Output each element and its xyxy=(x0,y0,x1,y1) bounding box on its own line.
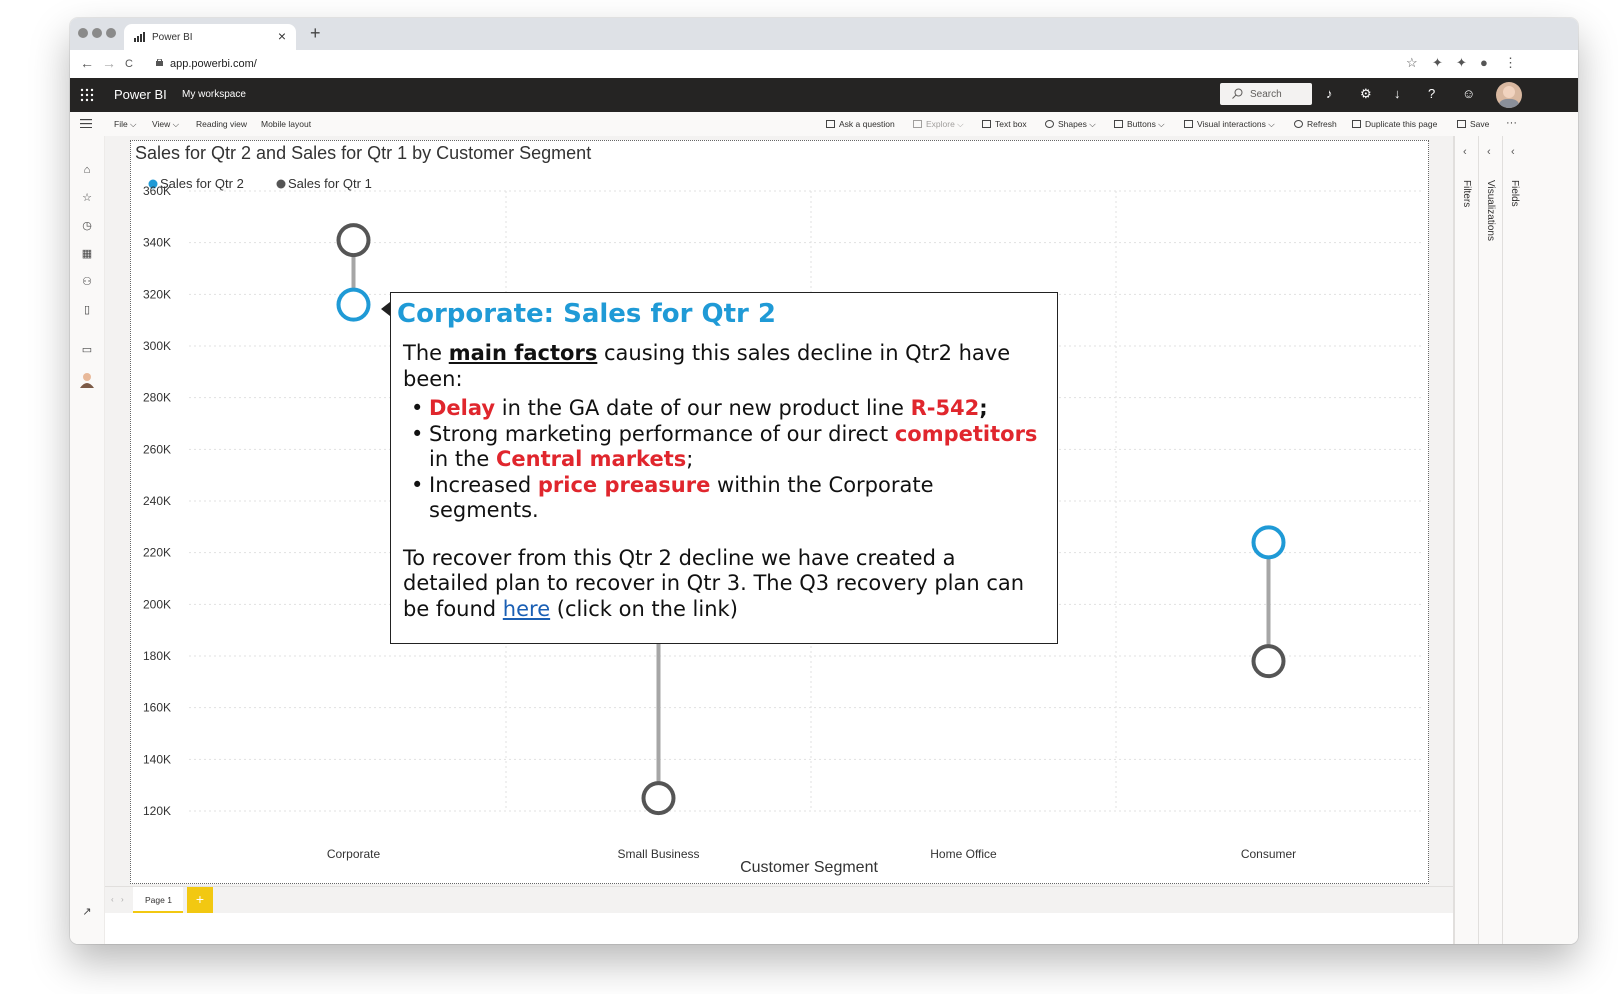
account-avatar[interactable] xyxy=(1496,82,1522,108)
page-tab[interactable] xyxy=(133,887,183,913)
workspaces-icon[interactable]: ▭ xyxy=(81,344,93,356)
factor-punct: ; xyxy=(686,447,694,471)
y-tick-label: 180K xyxy=(142,649,171,663)
refresh-icon xyxy=(1294,120,1303,128)
y-tick-label: 240K xyxy=(142,494,171,508)
mobile-layout-button[interactable]: Mobile layout xyxy=(261,119,312,129)
y-tick-label: 220K xyxy=(142,545,171,560)
visualizations-pane[interactable] xyxy=(1478,136,1503,944)
extension-icon[interactable]: ✦ xyxy=(1432,55,1443,70)
address-bar xyxy=(70,50,1578,79)
recovery-text: To recover from this Qtr 2 decline we have created a detailed plan to recover in Qtr 3. The Q3 recovery plan can be found xyxy=(403,545,1025,621)
powerbi-favicon-icon xyxy=(134,32,146,42)
duplicate-label: Duplicate this page xyxy=(1365,119,1438,129)
feedback-icon[interactable]: ☺ xyxy=(1462,86,1476,101)
factor-item xyxy=(403,422,1045,473)
url-text: app.powerbi.com/ xyxy=(170,58,257,70)
refresh-label: Refresh xyxy=(1307,119,1337,129)
apps-icon[interactable]: ▦ xyxy=(81,248,93,260)
factor-punct: ; xyxy=(979,396,988,420)
minimize-window-icon[interactable] xyxy=(92,28,102,38)
bookmark-star-icon[interactable]: ☆ xyxy=(1406,55,1418,70)
y-tick-label: 260K xyxy=(142,442,171,457)
y-tick-label: 340K xyxy=(142,235,171,250)
profile-icon[interactable]: ● xyxy=(1480,55,1488,70)
collapse-chevron-icon[interactable]: ‹ xyxy=(1511,146,1515,158)
favorites-icon[interactable]: ☆ xyxy=(82,192,92,204)
data-point xyxy=(339,290,369,320)
page-tab-label: Page 1 xyxy=(145,895,172,905)
report-tooltip xyxy=(390,292,1058,644)
avatar-icon xyxy=(1496,82,1522,108)
recent-icon[interactable]: ◷ xyxy=(82,220,92,232)
extensions-puzzle-icon[interactable]: ✦ xyxy=(1456,55,1467,70)
close-window-icon[interactable] xyxy=(78,28,88,38)
buttons-button[interactable] xyxy=(1114,119,1165,130)
search-placeholder: Search xyxy=(1250,89,1282,100)
view-menu[interactable]: View ⌵ xyxy=(152,119,180,129)
intro-emphasis: main factors xyxy=(448,341,598,365)
more-options-icon[interactable]: ··· xyxy=(1506,117,1517,129)
reading-view-button[interactable]: Reading view xyxy=(196,119,248,129)
visual-interactions-button[interactable] xyxy=(1184,119,1275,130)
chat-icon xyxy=(826,120,835,128)
right-panes xyxy=(1453,136,1578,944)
browser-tab-title: Power BI xyxy=(152,32,193,43)
home-icon[interactable]: ⌂ xyxy=(83,164,91,176)
new-tab-button[interactable]: + xyxy=(310,23,321,43)
intro-text: The xyxy=(403,341,449,365)
maximize-window-icon[interactable] xyxy=(106,28,116,38)
buttons-label: Buttons ⌵ xyxy=(1127,119,1165,129)
tooltip-title: Corporate: Sales for Qtr 2 xyxy=(397,299,777,329)
file-menu[interactable]: File ⌵ xyxy=(114,119,137,129)
forward-icon[interactable]: → xyxy=(102,55,116,71)
refresh-button[interactable] xyxy=(1294,119,1337,129)
data-point xyxy=(644,783,674,813)
x-tick-label: Corporate xyxy=(326,847,381,861)
browser-window xyxy=(70,18,1578,944)
help-icon[interactable]: ? xyxy=(1428,86,1436,101)
my-workspace-avatar-icon[interactable] xyxy=(80,372,94,388)
explore-label: Explore ⌵ xyxy=(926,119,964,129)
ask-question-button[interactable] xyxy=(826,119,895,129)
buttons-icon xyxy=(1114,120,1123,128)
factor-highlight: Delay xyxy=(429,396,496,420)
recovery-paragraph xyxy=(403,546,1045,623)
app-name[interactable]: Power BI xyxy=(114,87,167,102)
reload-icon[interactable]: C xyxy=(125,58,133,70)
explore-icon xyxy=(913,120,922,128)
search-input[interactable] xyxy=(1220,83,1312,105)
save-label: Save xyxy=(1470,119,1490,129)
browser-tab[interactable] xyxy=(124,24,296,50)
duplicate-page-button[interactable] xyxy=(1352,119,1437,129)
y-tick-label: 160K xyxy=(142,700,171,715)
legend-marker xyxy=(277,180,286,189)
recovery-plan-link[interactable]: here xyxy=(502,596,551,621)
y-tick-label: 140K xyxy=(142,752,171,767)
ask-question-label: Ask a question xyxy=(839,119,895,129)
data-point xyxy=(1254,646,1284,676)
x-axis-title: Customer Segment xyxy=(740,859,878,876)
factor-text: Increased xyxy=(429,472,538,497)
data-point xyxy=(1254,527,1284,557)
y-tick-label: 200K xyxy=(142,597,171,612)
powerbi-header xyxy=(70,78,1578,112)
y-tick-label: 300K xyxy=(142,339,171,353)
search-icon xyxy=(1232,88,1243,99)
url-input[interactable] xyxy=(150,54,1430,74)
notifications-icon[interactable]: ♪ xyxy=(1326,86,1333,101)
fields-pane-label: Fields xyxy=(1509,180,1520,207)
legend-label: Sales for Qtr 2 xyxy=(160,176,244,191)
hamburger-menu-icon[interactable] xyxy=(80,119,92,128)
collapse-chevron-icon[interactable]: ‹ xyxy=(1463,146,1467,158)
filters-pane[interactable] xyxy=(1454,136,1479,944)
filters-pane-label: Filters xyxy=(1461,180,1472,208)
y-tick-label: 280K xyxy=(142,390,171,405)
x-tick-label: Home Office xyxy=(930,847,997,861)
left-navigation xyxy=(70,136,105,944)
data-point xyxy=(339,225,369,255)
close-tab-icon[interactable]: × xyxy=(277,28,286,44)
factor-highlight: R-542 xyxy=(910,396,980,420)
visual-interactions-icon xyxy=(1184,120,1193,128)
workspace-breadcrumb[interactable]: My workspace xyxy=(182,89,246,100)
tooltip-pointer xyxy=(381,302,390,316)
factor-text: in the GA date of our new product line xyxy=(495,396,911,420)
visual-interactions-label: Visual interactions ⌵ xyxy=(1197,119,1275,129)
duplicate-icon xyxy=(1352,120,1361,128)
learn-icon[interactable]: ▯ xyxy=(83,304,91,316)
text-box-label: Text box xyxy=(995,119,1027,129)
x-tick-label: Consumer xyxy=(1240,847,1297,861)
lock-icon xyxy=(156,59,163,66)
y-tick-label: 320K xyxy=(142,287,171,302)
factor-item xyxy=(403,473,1045,524)
next-page-icon[interactable]: › xyxy=(121,895,124,904)
browser-tab-bar xyxy=(70,18,1578,50)
shapes-label: Shapes ⌵ xyxy=(1058,119,1096,129)
shapes-icon xyxy=(1045,120,1054,128)
intro-text-end: causing this sales decline in Qtr2 have been: xyxy=(403,341,1011,391)
text-box-icon xyxy=(982,120,991,128)
collapse-chevron-icon[interactable]: ‹ xyxy=(1487,146,1491,158)
factor-highlight: price preasure xyxy=(537,472,711,497)
shapes-button[interactable] xyxy=(1045,119,1096,130)
y-tick-label: 360K xyxy=(142,184,171,198)
browser-menu-icon[interactable]: ⋮ xyxy=(1504,55,1517,70)
factors-list xyxy=(403,396,1045,524)
recovery-text-end: (click on the link) xyxy=(550,596,738,621)
back-icon[interactable]: ← xyxy=(80,55,94,71)
factor-highlight: competitors xyxy=(894,421,1038,446)
app-launcher-icon[interactable] xyxy=(80,88,94,102)
fields-pane[interactable] xyxy=(1502,136,1527,944)
settings-icon[interactable]: ⚙ xyxy=(1360,86,1372,101)
expand-nav-icon[interactable]: ↗ xyxy=(82,906,92,918)
y-tick-label: 120K xyxy=(142,804,171,818)
add-page-button[interactable]: + xyxy=(187,887,213,913)
factor-text: Strong marketing performance of our direct xyxy=(429,421,895,446)
text-box-button[interactable] xyxy=(982,119,1027,129)
explore-button[interactable] xyxy=(913,119,964,130)
factor-text: within the Corporate segments. xyxy=(429,472,934,522)
report-ribbon xyxy=(70,112,1578,137)
shared-with-me-icon[interactable]: ⚇ xyxy=(82,276,92,288)
prev-page-icon[interactable]: ‹ xyxy=(111,895,114,904)
factor-item xyxy=(403,396,1045,422)
x-tick-label: Small Business xyxy=(617,847,700,861)
page-tab-bar xyxy=(105,886,1453,913)
tooltip-intro xyxy=(403,341,1045,392)
save-button[interactable] xyxy=(1457,119,1489,129)
legend-label: Sales for Qtr 1 xyxy=(288,176,372,191)
factor-highlight: Central markets xyxy=(495,447,687,471)
save-icon xyxy=(1457,120,1466,128)
visualizations-pane-label: Visualizations xyxy=(1485,180,1496,241)
chart-title: Sales for Qtr 2 and Sales for Qtr 1 by Customer Segment xyxy=(135,143,592,163)
download-icon[interactable]: ↓ xyxy=(1394,86,1401,101)
factor-text: in the xyxy=(429,447,496,471)
